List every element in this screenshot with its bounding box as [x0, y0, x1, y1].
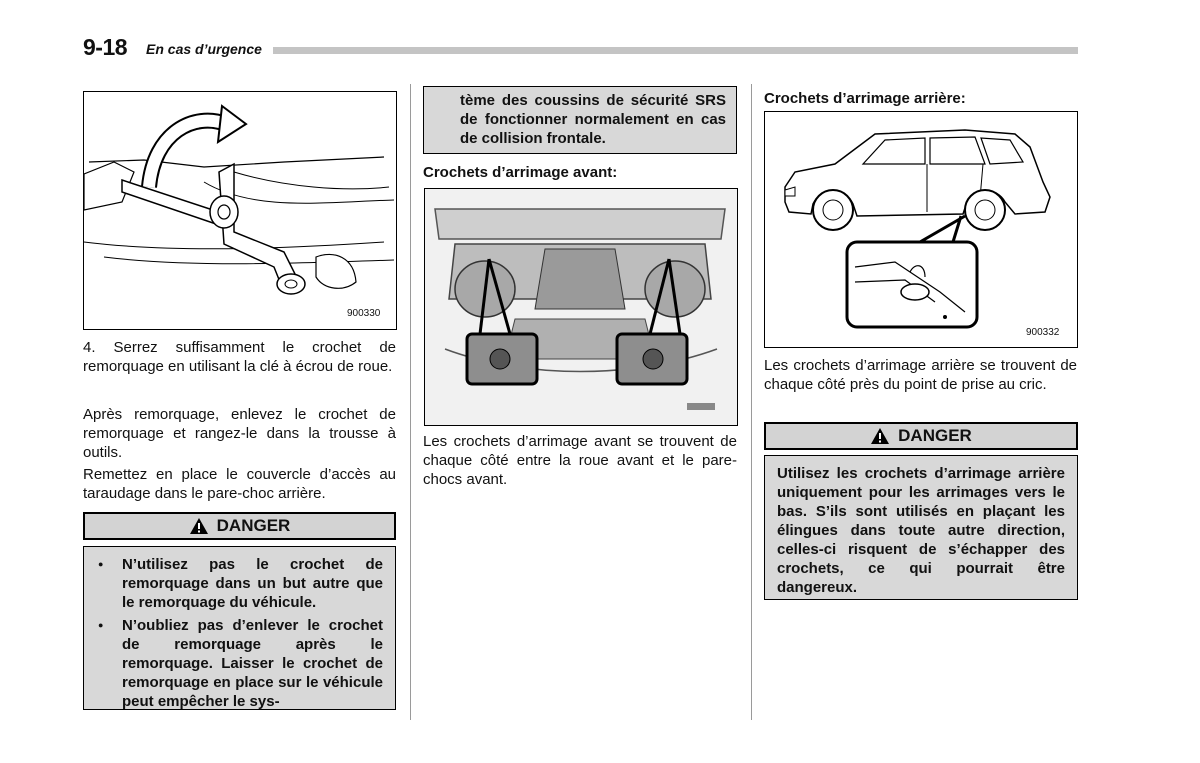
danger-bullet: ● N’oubliez pas d’enlever le crochet de remorquage après le remorquage. Laisser le crochet de remorquage en place sur le véhicule peut empêcher le sys- — [86, 616, 383, 711]
warning-triangle-icon — [189, 517, 209, 535]
tow-hook-wrench-illustration — [83, 91, 397, 330]
rear-hooks-text: Les crochets d’arrimage arrière se trouvent de chaque côté près du point de prise au cric. — [764, 357, 1077, 393]
rear-hooks-heading: Crochets d’arrimage arrière: — [764, 90, 966, 107]
front-hooks-heading: Crochets d’arrimage avant: — [423, 164, 618, 181]
page-header — [83, 32, 1078, 62]
continued-warning-box — [423, 86, 737, 154]
tow-hook-drawing — [84, 92, 396, 329]
page-number: 9-18 — [83, 34, 128, 60]
rear-hooks-illustration — [764, 111, 1078, 348]
warning-triangle-icon — [870, 427, 890, 445]
header-rule — [273, 47, 1078, 54]
danger-warning-box — [764, 455, 1078, 600]
danger-label: DANGER — [898, 426, 972, 445]
column-divider — [410, 84, 411, 720]
suv-side-drawing — [765, 112, 1077, 347]
replace-cover-text: Remettez en place le couvercle d’accès au taraudage dans le pare-choc arrière. — [83, 466, 396, 502]
front-underbody-drawing — [425, 189, 737, 425]
after-towing-text: Après remorquage, enlevez le crochet de remorquage et rangez-le dans la trousse à outils. — [83, 406, 396, 461]
danger-header — [764, 422, 1078, 450]
front-hooks-illustration — [424, 188, 738, 426]
danger-bullet: ● N’utilisez pas le crochet de remorquage dans un but autre que le remorquage du véhicule. — [86, 555, 383, 612]
column-divider — [751, 84, 752, 720]
danger-label: DANGER — [216, 516, 291, 535]
danger-header — [83, 512, 396, 540]
step-4-text: 4. Serrez suffisamment le crochet de remorquage en utilisant la clé à écrou de roue. — [83, 339, 396, 375]
front-hooks-text: Les crochets d’arrimage avant se trouvent de chaque côté entre la roue avant et le pare-chocs avant. — [423, 433, 737, 488]
danger-warning-box — [83, 546, 396, 710]
figure-code: 900330 — [347, 308, 381, 319]
figure-code: 900332 — [1026, 327, 1060, 338]
continued-warning-text: tème des coussins de sécurité SRS de fonctionner normalement en cas de collision frontale. — [460, 92, 726, 147]
danger-text: Utilisez les crochets d’arrimage arrière uniquement pour les arrimages vers le bas. S’ils sont utilisés en plaçant les élingues dans toute autre direction, celles-ci risquent de s’échapper des crochets, ce qui pourrait être dangereux. — [777, 465, 1065, 596]
section-title: En cas d’urgence — [146, 41, 262, 57]
